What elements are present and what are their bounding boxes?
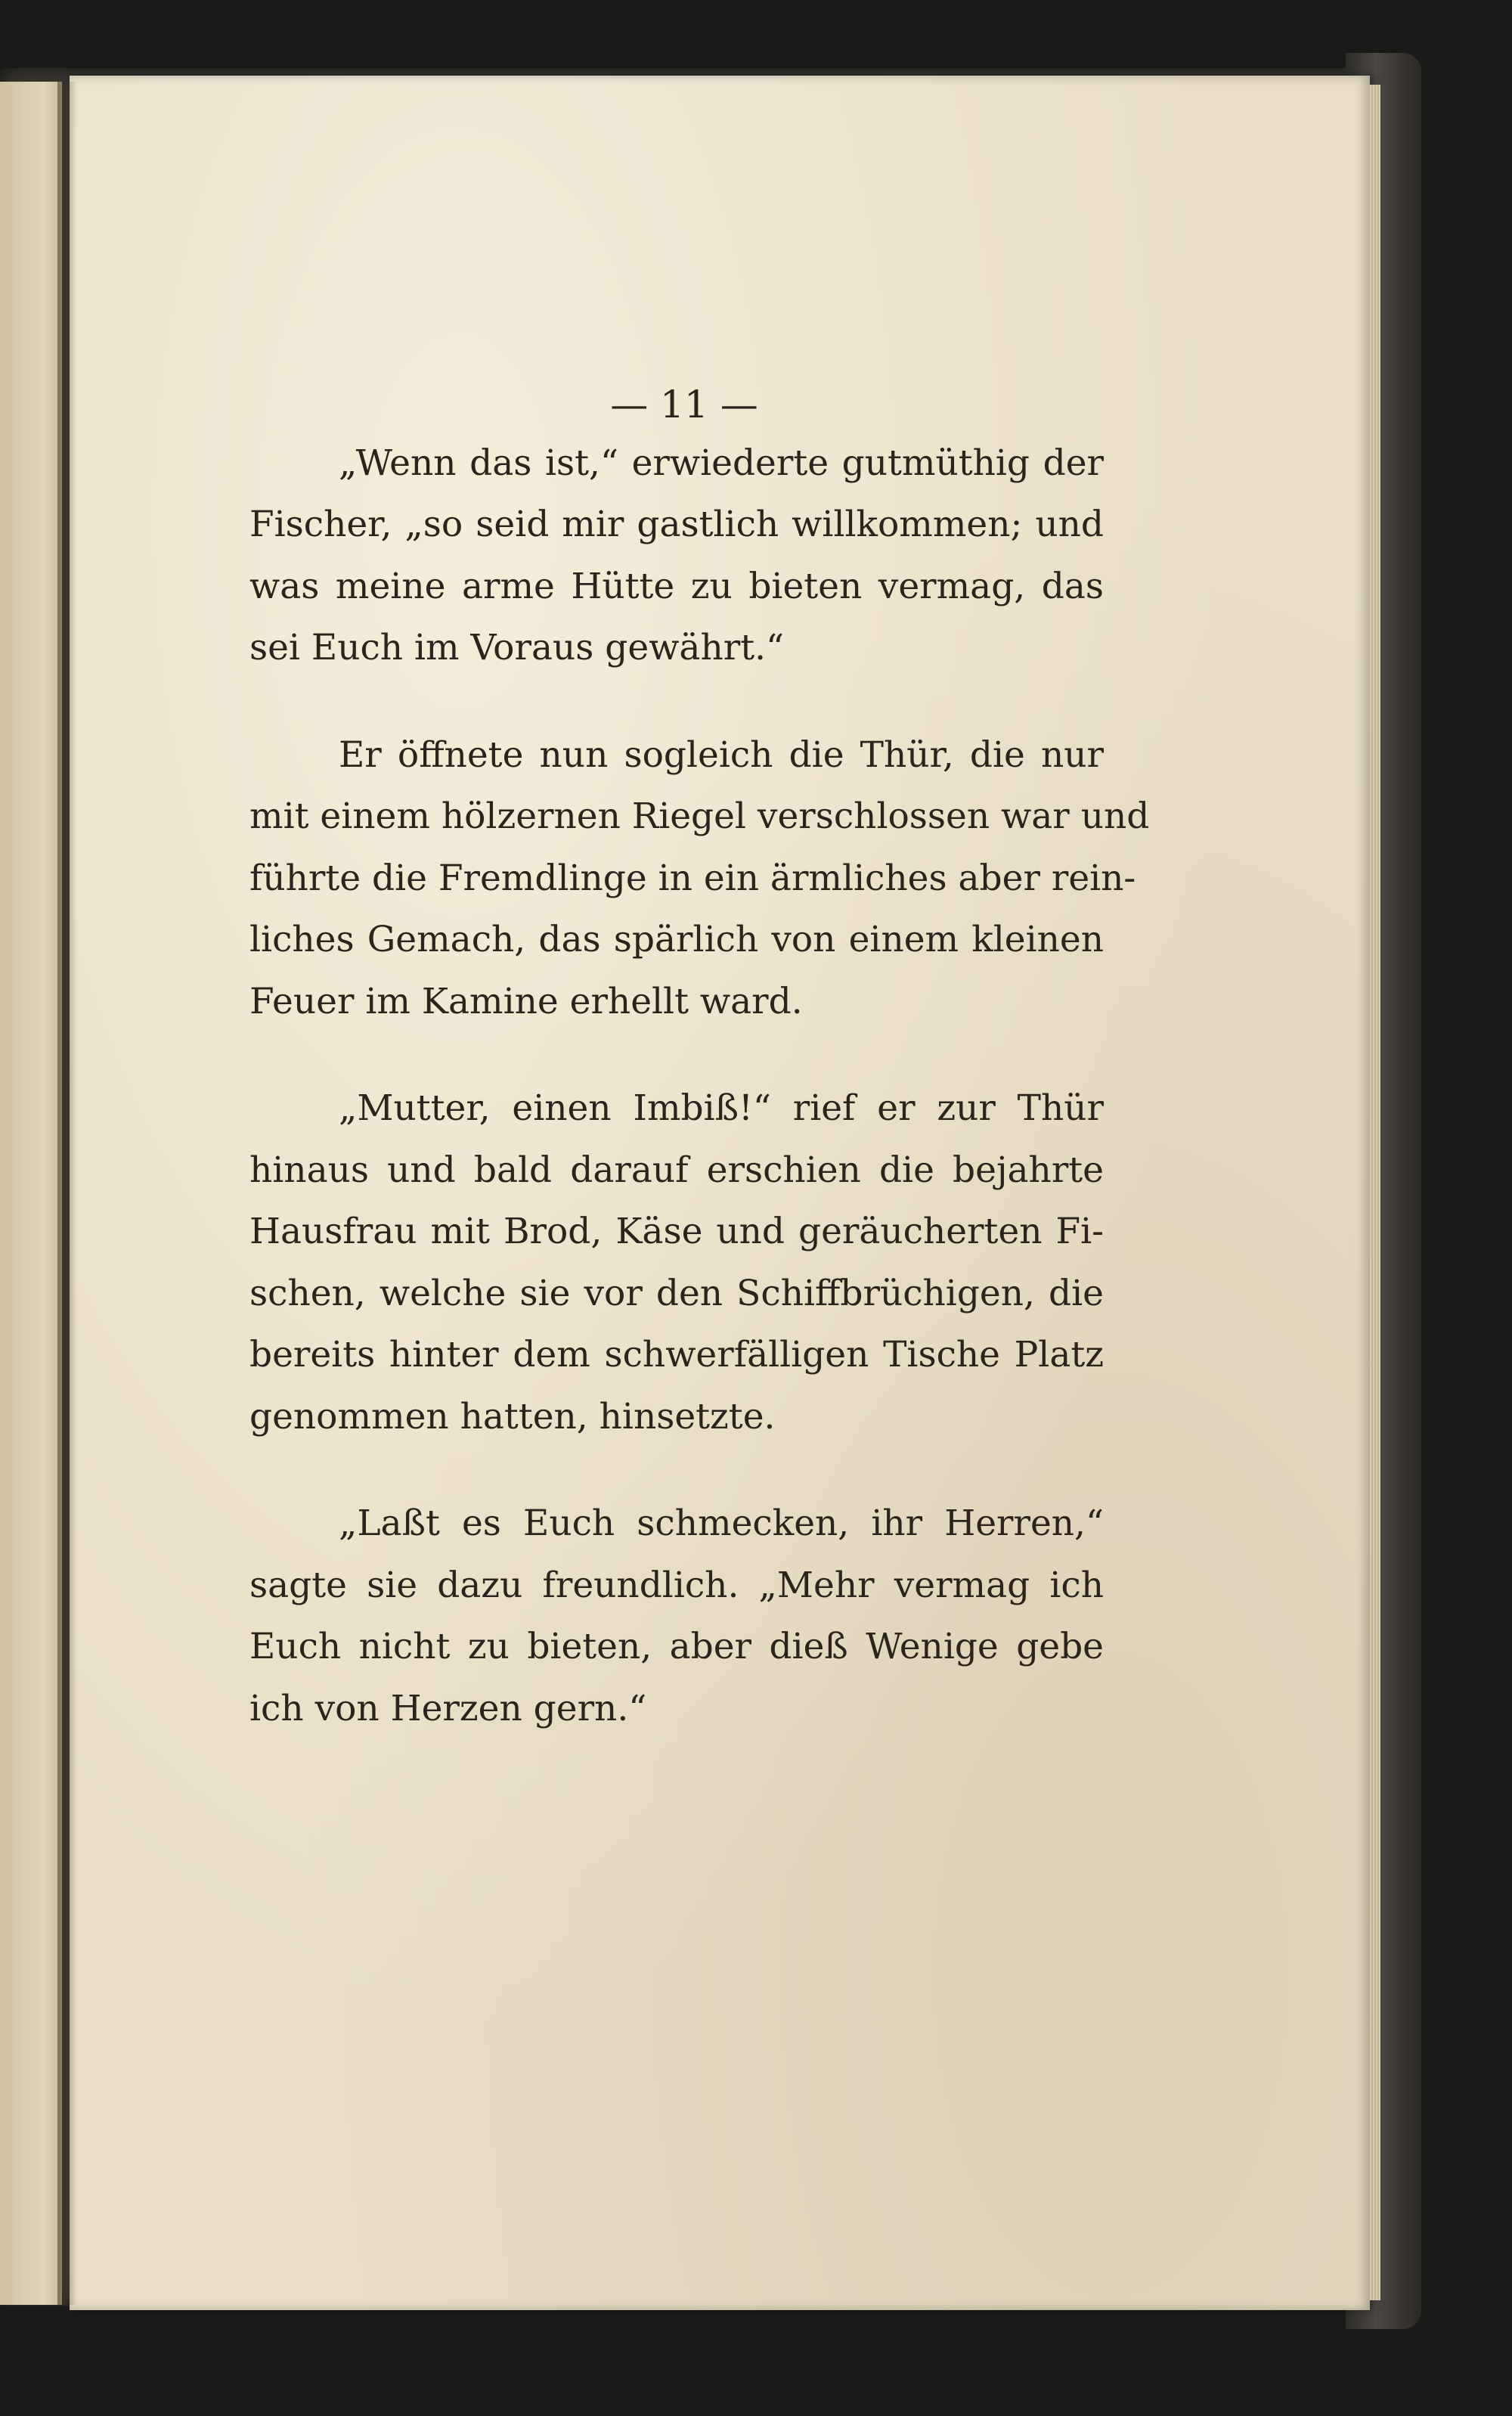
paragraph-3	[249, 1078, 1104, 1447]
text-line: Euch nicht zu bieten, aber dieß Wenige gebe	[249, 1626, 1104, 1667]
paragraph-2	[249, 724, 1150, 1033]
text-line: schen, welche sie vor den Schiffbrüchigen, die	[249, 1272, 1104, 1314]
page-text	[249, 371, 1150, 1739]
paragraph-4	[249, 1493, 1104, 1739]
spine-shadow	[57, 82, 77, 2305]
text-line: „Wenn das ist,“ erwiederte gutmüthig der	[339, 442, 1104, 484]
text-line: sagte sie dazu freundlich. „Mehr vermag ich	[249, 1564, 1104, 1606]
text-line: was meine arme Hütte zu bieten vermag, das	[249, 565, 1104, 607]
text-line: „Mutter, einen Imbiß!“ rief er zur Thür	[339, 1087, 1104, 1129]
text-line: hinaus und bald darauf erschien die bejahrte	[249, 1149, 1104, 1191]
text-line: mit einem hölzernen Riegel verschlossen war und	[249, 796, 1150, 837]
text-line: führte die Fremdlinge in ein ärmliches aber rein-	[249, 857, 1136, 899]
text-line: Feuer im Kamine erhellt ward.	[249, 980, 803, 1022]
text-line: sei Euch im Voraus gewährt.“	[249, 627, 785, 668]
page-number: — 11 —	[610, 383, 758, 426]
text-line: „Laßt es Euch schmecken, ihr Herren,“	[339, 1503, 1104, 1544]
page-edges	[1370, 85, 1380, 2300]
text-line: bereits hinter dem schwerfälligen Tische Platz	[249, 1334, 1104, 1375]
text-line: liches Gemach, das spärlich von einem kleinen	[249, 919, 1104, 960]
text-line: Hausfrau mit Brod, Käse und geräucherten Fi-	[249, 1211, 1104, 1252]
text-line: genommen hatten, hinsetzte.	[249, 1395, 776, 1438]
text-line: Er öffnete nun sogleich die Thür, die nur	[339, 733, 1104, 776]
paragraph-1	[249, 433, 1104, 679]
text-line: ich von Herzen gern.“	[249, 1687, 647, 1729]
text-line: Fischer, „so seid mir gastlich willkommen; und	[249, 504, 1104, 545]
left-page-strip	[0, 82, 62, 2305]
